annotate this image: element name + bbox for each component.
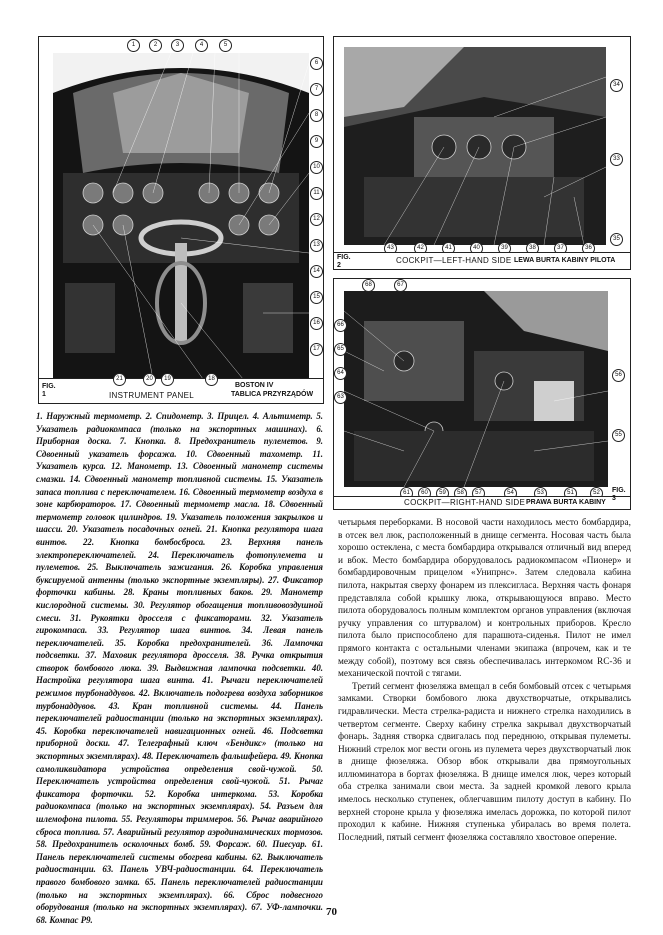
callout-42: 42 <box>414 242 427 255</box>
callout-43: 43 <box>384 242 397 255</box>
instrument-panel-photo <box>53 53 309 379</box>
callout-67: 67 <box>394 279 407 292</box>
callout-55: 55 <box>612 429 625 442</box>
callout-1: 1 <box>127 39 140 52</box>
body-paragraph-1: четырьмя переборками. В носовой части находилось место бомбардира, в отсек вел люк, расположенный в днище сегмента. Носовая часть была хорошо остеклена, с места бомбардира открывался отличный вид вперед и вбок. Место бомбардира оборудовалось радиокомпасом «Пионер» и бомбардировочным прицелом «Унипрнс». Затем следовала кабина пилота, накрытая сверху фонарем из плексигласа. Верхняя часть фонаря представляла собой крышку люка, открывающуюся вправо. Место пилота оборудовалось полным комплектом органов управления (включая ручку управления со штурвалом) и контрольных приборов. Кресло пилота было приспособлено для парашюта-сиденья. Пилот не имел прямого контакта с остальными членами экипажа (впрочем, как и те между собой), поэтому вся связь обеспечивалась интеркомом RC-36 и механической почтой с тягами. <box>338 518 631 680</box>
figure-2-label: FIG. 2 <box>337 254 351 269</box>
figure-1-caption-title: BOSTON IV <box>235 382 274 389</box>
callout-9: 9 <box>310 135 323 148</box>
figure-3-label: FIG. 3 <box>612 487 626 502</box>
callout-3: 3 <box>171 39 184 52</box>
callout-20: 20 <box>143 373 156 386</box>
callout-35: 35 <box>610 233 623 246</box>
callout-34: 34 <box>610 79 623 92</box>
cockpit-left-photo <box>344 47 606 245</box>
figure-1-instrument-panel <box>38 36 324 404</box>
callout-8: 8 <box>310 109 323 122</box>
callout-58: 58 <box>454 487 467 500</box>
callout-7: 7 <box>310 83 323 96</box>
callout-13: 13 <box>310 239 323 252</box>
callout-10: 10 <box>310 161 323 174</box>
callout-17: 17 <box>310 343 323 356</box>
figure-2-cockpit-left <box>333 36 631 270</box>
callout-19: 19 <box>161 373 174 386</box>
callout-56: 56 <box>612 369 625 382</box>
callout-33: 33 <box>610 153 623 166</box>
callout-66: 66 <box>334 319 347 332</box>
figure-1-caption <box>39 378 323 403</box>
callout-21: 21 <box>113 373 126 386</box>
figure-legend: 1. Наружный термометр. 2. Спидометр. 3. Прицел. 4. Альтиметр. 5. Указатель радиокомпаса (только на экспортных машинах). 6. Приборная доска. 7. Кнопка. 8. Предохранитель пулеметов. 9. Сдвоенный указатель форсажа. 10. Сдвоенный тахометр. 11. Указатель курса. 12. Манометр. 13. Сдвоенный манометр системы смазки. 14. Сдвоенный манометр топливной системы. 15. Указатель запаса топлива с переключателем. 16. Сдвоенный термометр воздуха в зоне карбюраторов. 17. Сдвоенный термометр масла. 18. Сдвоенный термометр головок цилиндров. 19. Указатель положения закрылков и шасси. 20. Указатель посадочных огней. 21. Кнопка регулятора шага винтов. 22. Кнопка бомбосброса. 23. Верхняя панель электропереключателей. 24. Переключатель фотопулемета и пулеметов. 25. Выключатель зажигания. 26. Коробка управления буксируемой антенны (только экспортные экземпляры). 27. Фиксатор форточки кабины. 28. Краны топливных баков. 29. Манометр кислородной системы. 30. Регулятор обогащения топливовоздушной смеси. 31. Рукоятки дросселя с фиксаторами. 32. Указатель гирокомпаса. 33. Регулятор шага винтов. 34. Левая панель переключателей. 35. Коробка предохранителей. 36. Лампочка подсветки. 37. Маховик регулятора дросселя. 38. Ручка открытия створок бомбового люка. 39. Выдвижная лампочка подсветки. 40. Настройка регулятора шага винта. 41. Рычаги переключателей режимов турбонаддувов. 42. Включатель подогрева воздуха заборников турбонаддувов. 43. Кран топливной системы. 44. Панель переключателей радиостанции (только на экспортных экземплярах). 45. Коробка переключателей навигационных огней. 46. Подсветка приборной доски. 47. Телеграфный ключ «Бендикс» (только на экспортных экземплярах). 48. Переключатель фальшфейера. 49. Кнопка самоликвидатора устройства определения свой-чужой. 50. Переключатель устройства определения свой-чужой. 51. Рычаг фиксатора форточки. 52. Коробка интеркома. 53. Коробка радиокомпаса (только на экспортных экземплярах). 54. Разъем для шлемофона пилота. 55. Регуляторы триммеров. 56. Рычаг аварийного сброса топлива. 57. Аварийный регулятор аэродинамических тормозов. 58. Предохранитель осколочных бомб. 59. Форсаж. 60. Пиесуар. 61. Панель переключателей системы обогрева кабины. 62. Выключатель радиостанции. 63. Панель УВЧ-радиостанции. 64. Переключатель правого бомбового замка. 65. Панель переключателей радиостанции (только на экспортных экземплярах). 66. Сброс подвесного оборудования (только на экспортных экземплярах). 67. УФ-лампочки. 68. Компас Р9. <box>36 411 323 925</box>
callout-52: 52 <box>590 487 603 500</box>
figure-1-caption-en: INSTRUMENT PANEL <box>109 391 194 400</box>
callout-40: 40 <box>470 242 483 255</box>
callout-39: 39 <box>498 242 511 255</box>
callout-51: 51 <box>564 487 577 500</box>
callout-36: 36 <box>582 242 595 255</box>
callout-41: 41 <box>442 242 455 255</box>
callout-16: 16 <box>310 317 323 330</box>
callout-15: 15 <box>310 291 323 304</box>
callout-18: 18 <box>205 373 218 386</box>
figure-1-label: FIG. 1 <box>42 383 56 398</box>
callout-6: 6 <box>310 57 323 70</box>
callout-63: 63 <box>334 391 347 404</box>
figure-2-caption <box>334 252 630 269</box>
figure-2-caption-en: COCKPIT—LEFT-HAND SIDE <box>396 256 512 265</box>
callout-64: 64 <box>334 367 347 380</box>
callout-61: 61 <box>400 487 413 500</box>
callout-38: 38 <box>526 242 539 255</box>
callout-68: 68 <box>362 279 375 292</box>
figure-3-caption-en: COCKPIT—RIGHT-HAND SIDE <box>404 498 526 507</box>
figure-2-caption-pl: LEWA BURTA KABINY PILOTA <box>514 257 616 264</box>
callout-37: 37 <box>554 242 567 255</box>
callout-54: 54 <box>504 487 517 500</box>
callout-11: 11 <box>310 187 323 200</box>
callout-57: 57 <box>472 487 485 500</box>
callout-60: 60 <box>418 487 431 500</box>
callout-59: 59 <box>436 487 449 500</box>
callout-53: 53 <box>534 487 547 500</box>
callout-2: 2 <box>149 39 162 52</box>
callout-65: 65 <box>334 343 347 356</box>
callout-4: 4 <box>195 39 208 52</box>
figure-3-cockpit-right <box>333 278 631 510</box>
page-number: 70 <box>326 906 337 918</box>
callout-5: 5 <box>219 39 232 52</box>
callout-12: 12 <box>310 213 323 226</box>
figure-1-caption-pl: TABLICA PRZYRZĄDÓW <box>231 391 314 398</box>
figure-3-caption-pl: PRAWA BURTA KABINY <box>526 499 606 506</box>
callout-14: 14 <box>310 265 323 278</box>
article-body <box>338 517 631 844</box>
cockpit-right-photo <box>344 291 608 487</box>
body-paragraph-2: Третий сегмент фюзеляжа вмещал в себя бомбовый отсек с четырьмя замками. Створки бомбового люка двухстворчатые, открывались гидравлически. Места стрелка-радиста и нижнего стрелка находились в четвертом сегменте. Сверху кабину стрелка закрывал двухстворчатый фонарь. Задняя створка сдвигалась под переднюю, открывая пулеметы. Нижний стрелок мог вести огонь из пулемета через двухстворчатый люк в днище фюзеляжа. Обзор вбок открывали два прямоугольных иллюминатора в бортах фюзеляжа. В днище имелся люк, через который оба стрелка занимали свои места. За задней кромкой левого крыла имелось несколько ступенек, облегчавшим пилоту доступ в кабину. По верхней стороне крыла у фюзеляжа имелась дорожка, по которой пилот проходил к кабине. Нижняя ступенька убиралась во время полета. Последний, пятый сегмент фюзеляжа составляло хвостовое оперение. <box>338 681 631 843</box>
